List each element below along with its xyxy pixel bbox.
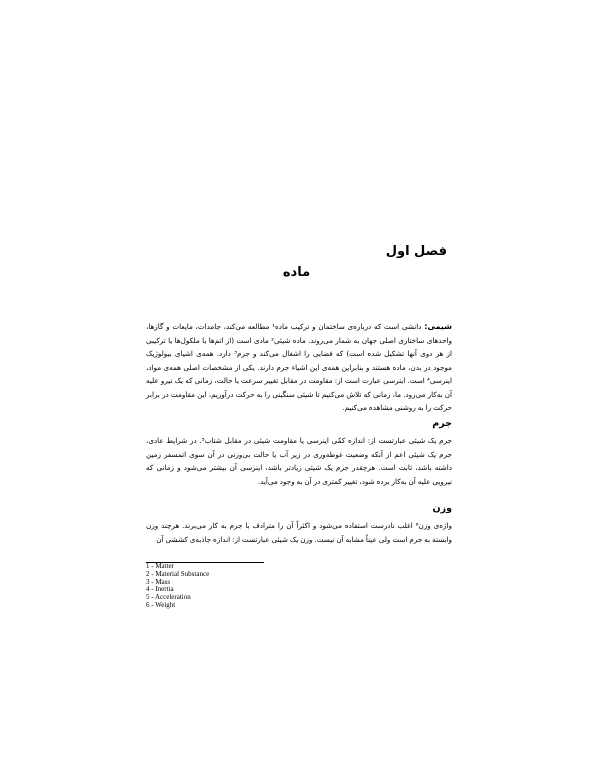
chapter-title: ماده <box>282 265 311 280</box>
footnote-item: 5 - Acceleration <box>146 593 191 602</box>
footnote-item: 3 - Mass <box>146 577 171 586</box>
intro-term: شیمی: <box>424 322 452 331</box>
footnote-item: 4 - Inertia <box>146 585 174 594</box>
section-heading-mass: جرم <box>432 418 452 429</box>
intro-text: دانشی است که درباره‌ی ساختمان و ترکیب ماده¹ مطالعه می‌کند، جامدات، مایعات و گازها، واحدهای ساختاری اصلی جهان به شمار می‌روند. ماده شیئی² مادی است (از اتم‌ها یا ملکول‌ها یا ترکیبی از هر دوی آنها تشکیل شده است) که فضایی را اشغال می‌کند و جرم³ دارد. همه‌ی اشیای بیولوژیک موجود در بدن، ماده هستند و بنابراین همه‌ی این اشیاء جرم دارند. یکی از مشخصات اصلی همه‌ی مواد، اینرسی⁴ است. اینرسی عبارت است از: مقاومت در مقابل تغییر سرعت یا حالت، زمانی که یک نیرو علیه آن به‌کار می‌رود. ما، زمانی که تلاش می‌کنیم تا شیئی سنگینی را به حرکت درآوریم، این مقاومت در برابر حرکت را به روشنی مشاهده می‌کنیم. <box>146 322 452 412</box>
weight-paragraph: واژه‌ی وزن⁶ اغلب نادرست استفاده می‌شود و اکثراً آن را مترادف با جرم به کار می‌برند. هرچند وزن وابسته به جرم است ولی عیناً مشابه آن نیست. وزن یک شیئی عبارتست از: اندازه جاذبه‌ی کششی آن <box>146 521 452 544</box>
section-heading-weight: وزن <box>432 503 452 514</box>
intro-paragraph <box>146 320 452 415</box>
footnotes <box>146 563 209 610</box>
footnote-item: 1 - Matter <box>146 562 174 570</box>
footnote-item: 6 - Weight <box>146 600 176 609</box>
footnote-item: 2 - Material Substance <box>146 569 210 578</box>
mass-paragraph: جرم یک شیئی عبارتست از: اندازه کمّی اینرسی یا مقاومت شیئی در مقابل شتاب⁵. در شرایط عادی، جرم یک شیئی اعم از آنکه وضعیت غوطه‌وری در زیر آب یا حالت بی‌وزنی در آن سوی اتمسفر زمین داشته باشد، ثابت است. هرچقدر جرم یک شیئی زیادتر باشد، اینرسی آن بیشتر می‌شود و زمانی که نیرویی علیه آن به‌کار برده شود، تغییر کمتری در آن به وجود می‌آید. <box>146 436 452 486</box>
chapter-label: فصل اول <box>385 244 447 259</box>
